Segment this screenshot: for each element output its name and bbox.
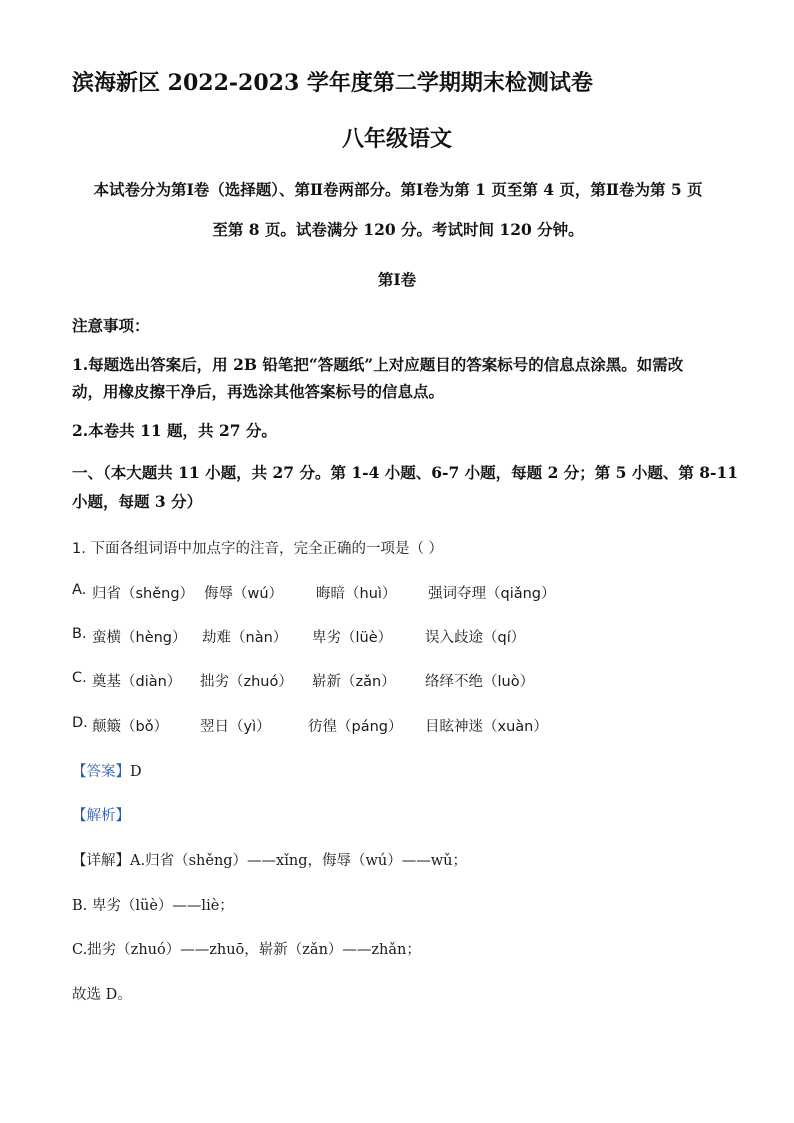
question-1-stem: 1. 下面各组词语中加点字的注音，完全正确的一项是（ ） — [72, 541, 444, 557]
section-title: 第Ⅰ卷 — [377, 270, 417, 289]
analysis-detail-c: C.拙劣（zhuó）——zhuō，崭新（zǎn）——zhǎn； — [72, 942, 421, 958]
intro-line-2: 至第 8 页。试卷满分 120 分。考试时间 120 分钟。 — [212, 220, 584, 239]
notes-heading: 注意事项： — [72, 316, 150, 335]
intro-line-1: 本试卷分为第Ⅰ卷（选择题）、第Ⅱ卷两部分。第Ⅰ卷为第 1 页至第 4 页，第Ⅱ卷为第 5 页 — [93, 180, 703, 199]
analysis-heading-line — [72, 804, 130, 825]
option-b-word-1: 蛮横（hèng） — [92, 630, 187, 646]
option-c-word-4: 络绎不绝（luò） — [425, 674, 535, 690]
part-one-line-2: 小题，每题 3 分） — [72, 492, 203, 511]
option-b-word-4: 误入歧途（qí） — [425, 630, 526, 646]
notes-item-2: 2.本卷共 11 题，共 27 分。 — [72, 421, 277, 440]
part-one-line-1: 一、（本大题共 11 小题，共 27 分。第 1-4 小题、6-7 小题，每题 2 分；第 5 小题、第 8-11 — [72, 463, 739, 482]
detail-a: A.归省（shěng）——xǐng，侮辱（wú）——wǔ； — [130, 853, 467, 869]
option-b-word-2: 劫难（nàn） — [202, 630, 288, 646]
option-d-word-1: 颠簸（bǒ） — [92, 719, 169, 735]
option-d-label: D. — [72, 715, 88, 731]
option-c-word-3: 崭新（zǎn） — [312, 674, 396, 690]
answer-tag: 【答案】 — [72, 764, 130, 780]
option-d-word-4: 目眩神迷（xuàn） — [425, 719, 548, 735]
option-a-word-1: 归省（shěng） — [92, 586, 195, 602]
option-d-word-2: 翌日（yì） — [200, 719, 271, 735]
option-a-label: A. — [72, 582, 87, 598]
option-a-word-4: 强词夺理（qiǎng） — [428, 586, 556, 602]
analysis-detail-b: B. 卑劣（lüè）——liè； — [72, 898, 234, 914]
option-a-word-3: 晦暗（huì） — [316, 586, 397, 602]
notes-item-1-line-1: 1.每题选出答案后，用 2B 铅笔把“答题纸”上对应题目的答案标号的信息点涂黑。如需改 — [72, 355, 684, 374]
exam-title: 滨海新区 2022-2023 学年度第二学期期末检测试卷 — [72, 70, 593, 96]
option-c-label: C. — [72, 670, 87, 686]
answer-line — [72, 760, 142, 781]
analysis-detail-a-line — [72, 849, 467, 870]
option-a-word-2: 侮辱（wú） — [204, 586, 284, 602]
option-b-label: B. — [72, 626, 87, 642]
option-d-word-3: 彷徨（páng） — [308, 719, 403, 735]
option-c-word-2: 拙劣（zhuó） — [200, 674, 293, 690]
answer-value: D — [130, 764, 142, 780]
option-b-word-3: 卑劣（lüè） — [312, 630, 393, 646]
analysis-conclusion: 故选 D。 — [72, 987, 132, 1003]
notes-item-1-line-2: 动，用橡皮擦干净后，再选涂其他答案标号的信息点。 — [72, 382, 445, 401]
option-c-word-1: 奠基（diàn） — [92, 674, 182, 690]
detail-tag: 【详解】 — [72, 853, 130, 869]
analysis-tag: 【解析】 — [72, 808, 130, 824]
exam-subtitle: 八年级语文 — [341, 126, 452, 152]
